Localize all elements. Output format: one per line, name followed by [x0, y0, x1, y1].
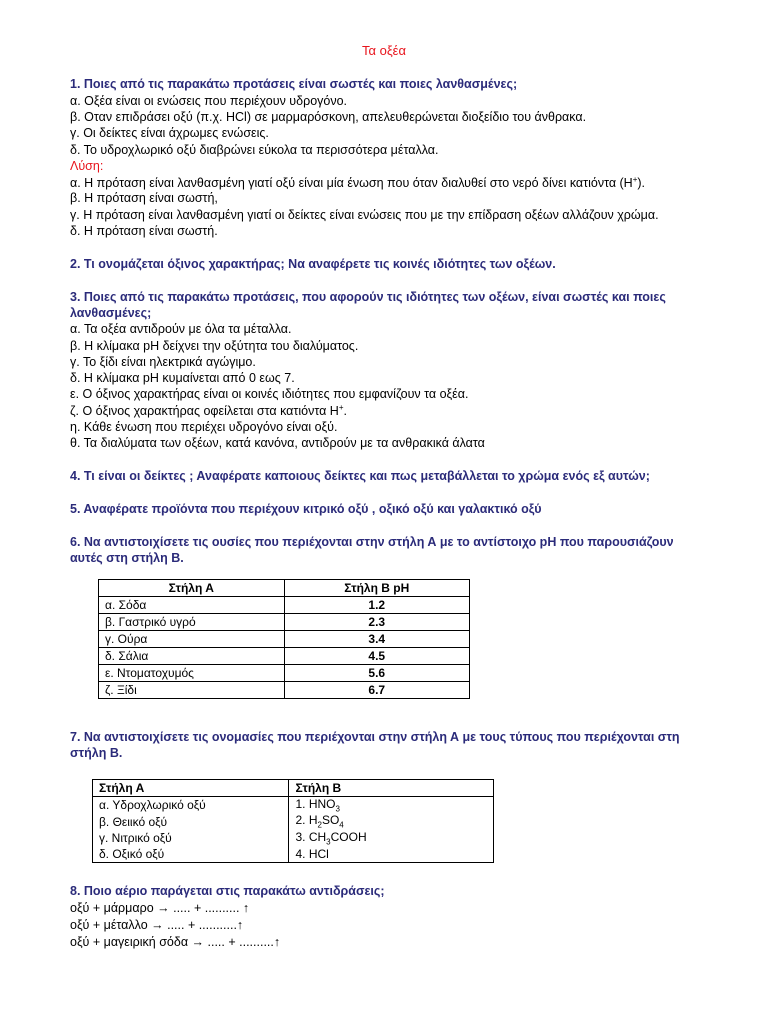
solution-label: Λύση:	[70, 159, 104, 173]
formula-text: COOH	[330, 829, 367, 844]
substance-cell: δ. Σάλια	[99, 648, 285, 665]
table-row	[93, 846, 494, 863]
col-a-header: Στήλη Α	[99, 580, 285, 597]
q3-item-b: β. Η κλίμακα pH δείχνει την οξύτητα του διαλύματος.	[70, 339, 359, 353]
ph-cell: 3.4	[284, 631, 470, 648]
table-row	[93, 813, 494, 829]
question-6-heading-line1: 6. Να αντιστοιχίσετε τις ουσίες που περιέχονται στην στήλη Α με το αντίστοιχο pH που παρουσιάζουν	[70, 535, 674, 549]
substance-cell: γ. Ούρα	[99, 631, 285, 648]
substance-cell: ζ. Ξίδι	[99, 682, 285, 699]
question-3-heading-line1: 3. Ποιες από τις παρακάτω προτάσεις, που αφορούν τις ιδιότητες των οξέων, είναι σωστές και ποιες	[70, 290, 666, 304]
q3-item-th: θ. Τα διαλύματα των οξέων, κατά κανόνα, αντιδρούν με τα ανθρακικά άλατα	[70, 436, 485, 450]
formula-text: SO	[321, 813, 340, 828]
acid-name-cell: β. Θειικό οξύ	[93, 813, 289, 829]
acid-name-cell: δ. Οξικό οξύ	[93, 846, 289, 863]
table-row	[99, 614, 470, 631]
q3-item-e: ε. Ο όξινος χαρακτήρας είναι οι κοινές ιδιότητες που εμφανίζουν τα οξέα.	[70, 387, 469, 401]
q3-item-a: α. Τα οξέα αντιδρούν με όλα τα μέταλλα.	[70, 322, 292, 336]
formula-cell	[289, 797, 494, 814]
col-a-header: Στήλη Α	[93, 780, 289, 797]
question-7-heading-line1: 7. Να αντιστοιχίσετε τις ονομασίες που περιέχονται στην στήλη Α με τους τύπους που περιέχονται στη	[70, 730, 680, 744]
q3-item-z	[70, 403, 347, 418]
ph-cell: 1.2	[284, 597, 470, 614]
col-b-header: Στήλη Β pH	[284, 580, 470, 597]
q3-item-h: η. Κάθε ένωση που περιέχει υδρογόνο είναι οξύ.	[70, 420, 338, 434]
formula-sub: 4	[339, 820, 344, 830]
formula-sub: 3	[326, 837, 331, 847]
question-5-heading: 5. Αναφέρατε προϊόντα που περιέχουν κιτρικό οξύ , οξικό οξύ και γαλακτικό οξύ	[70, 502, 542, 516]
q1-item-c: γ. Οι δείκτες είναι άχρωμες ενώσεις.	[70, 126, 269, 140]
q1-item-d: δ. Το υδροχλωρικό οξύ διαβρώνει εύκολα τα περισσότερα μέταλλα.	[70, 143, 439, 157]
substance-cell: β. Γαστρικό υγρό	[99, 614, 285, 631]
reaction-line-1: οξύ + μάρμαρο → ..... + .......... ↑	[70, 901, 250, 915]
q3-item-d: δ. Η κλίμακα pH κυμαίνεται από 0 εως 7.	[70, 371, 295, 385]
formula-text: 2. H	[295, 813, 318, 828]
q3-item-c: γ. Το ξίδι είναι ηλεκτρικά αγώγιμο.	[70, 355, 256, 369]
table-row	[99, 597, 470, 614]
question-8-heading: 8. Ποιο αέριο παράγεται στις παρακάτω αντιδράσεις;	[70, 884, 385, 898]
solution-a-text: α. Η πρόταση είναι λανθασμένη γιατί οξύ είναι μία ένωση που όταν διαλυθεί στο νερό δίνει κατιόντα (H	[70, 176, 633, 191]
question-6-heading-line2: αυτές στη στήλη Β.	[70, 551, 184, 565]
table-row	[99, 682, 470, 699]
reaction-line-3: οξύ + μαγειρική σόδα → ..... + ..........↑	[70, 935, 281, 949]
ph-matching-table	[98, 579, 470, 699]
solution-c: γ. Η πρόταση είναι λανθασμένη γιατί οι δείκτες είναι ενώσεις που με την επίδραση οξέων αλλάζουν χρώμα.	[70, 208, 659, 222]
reaction-line-2: οξύ + μέταλλο → ..... + ...........↑	[70, 918, 244, 932]
solution-a	[70, 175, 645, 190]
page-title: Τα οξέα	[361, 43, 406, 58]
table-row	[93, 830, 494, 846]
ph-cell: 4.5	[284, 648, 470, 665]
formula-text: 3. CH	[295, 829, 327, 844]
formula-cell: 4. HCl	[289, 846, 494, 863]
q3-item-z-end: .	[343, 404, 347, 419]
acid-formula-table	[92, 779, 494, 863]
table-row	[99, 648, 470, 665]
question-2-heading: 2. Τι ονομάζεται όξινος χαρακτήρας; Να αναφέρετε τις κοινές ιδιότητες των οξέων.	[70, 257, 556, 271]
table-row	[99, 665, 470, 682]
q3-item-z-sup: +	[338, 403, 344, 412]
question-4-heading: 4. Τι είναι οι δείκτες ; Αναφέρατε καποιους δείκτες και πως μεταβάλλεται το χρώμα ενός εξ αυτών;	[70, 469, 650, 483]
solution-d: δ. Η πρόταση είναι σωστή.	[70, 224, 218, 238]
solution-a-end: ).	[637, 176, 646, 191]
table-row	[99, 631, 470, 648]
acid-name-cell: γ. Νιτρικό οξύ	[93, 830, 289, 846]
ph-cell: 5.6	[284, 665, 470, 682]
q1-item-a: α. Οξέα είναι οι ενώσεις που περιέχουν υδρογόνο.	[70, 94, 348, 108]
acid-name-cell: α. Υδροχλωρικό οξύ	[93, 797, 289, 814]
formula-cell	[289, 830, 494, 846]
solution-b: β. Η πρόταση είναι σωστή,	[70, 191, 218, 205]
ph-cell: 2.3	[284, 614, 470, 631]
q3-item-z-text: ζ. Ο όξινος χαρακτήρας οφείλεται στα κατιόντα H	[70, 404, 339, 419]
solution-a-sup: +	[632, 175, 638, 184]
question-7-heading-line2: στήλη Β.	[70, 746, 123, 760]
question-1-heading: 1. Ποιες από τις παρακάτω προτάσεις είναι σωστές και ποιες λανθασμένες;	[70, 77, 518, 91]
question-3-heading-line2: λανθασμένες;	[70, 306, 152, 320]
formula-text: 1. HNO	[295, 797, 336, 811]
substance-cell: ε. Ντοματοχυμός	[99, 665, 285, 682]
ph-cell: 6.7	[284, 682, 470, 699]
q1-item-b: β. Οταν επιδράσει οξύ (π.χ. HCl) σε μαρμαρόσκονη, απελευθερώνεται διοξείδιο του άνθρακα.	[70, 110, 587, 124]
formula-sub: 2	[317, 820, 322, 830]
formula-sub: 3	[335, 804, 340, 814]
formula-cell	[289, 813, 494, 829]
substance-cell: α. Σόδα	[99, 597, 285, 614]
table-row	[93, 797, 494, 814]
col-b-header: Στήλη Β	[289, 780, 494, 797]
